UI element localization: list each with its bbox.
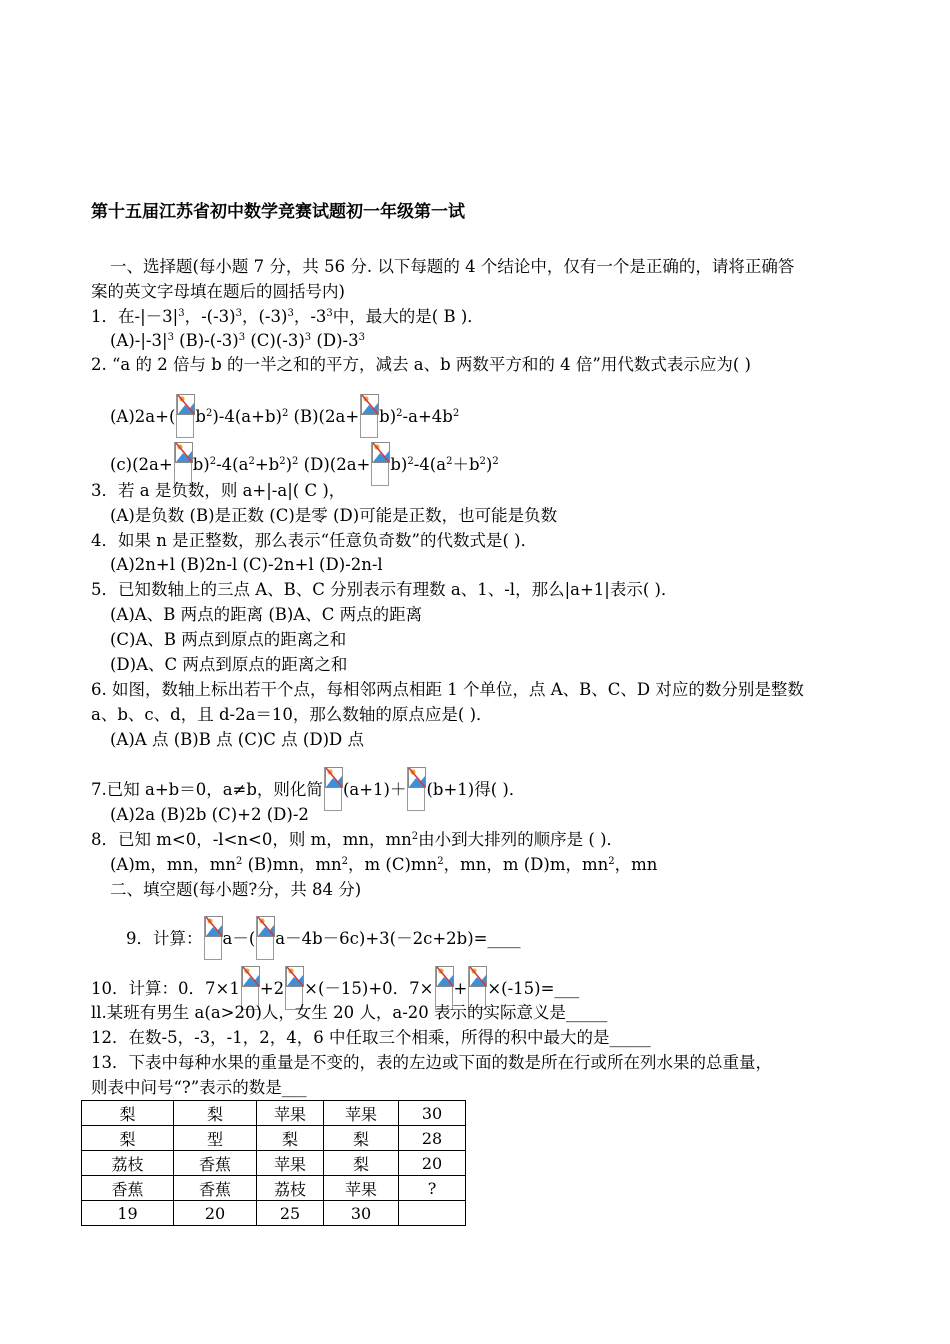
table-cell: 梨	[324, 1126, 399, 1151]
table-cell: 梨	[82, 1101, 174, 1126]
question-6-line2: a、b、c、d，且 d-2a＝10，那么数轴的原点应是( )．	[91, 705, 493, 724]
table-cell: 苹果	[324, 1176, 399, 1201]
table-row	[82, 1151, 466, 1176]
table-cell: 30	[399, 1101, 466, 1126]
broken-image-glyph	[325, 767, 343, 789]
question-5: 5．已知数轴上的三点 A、B、C 分别表示有理数 a、1、-l，那么|a+1|表示( )．	[91, 580, 678, 599]
question-2: 2. “a 的 2 倍与 b 的一半之和的平方，减去 a、b 两数平方和的 4 倍”用代数式表示应为( )	[91, 355, 751, 374]
question-7-options: (A)2a (B)2b (C)+2 (D)-2	[110, 805, 309, 824]
table-cell: 梨	[82, 1126, 174, 1151]
table-cell: 20	[399, 1151, 466, 1176]
table-cell: 28	[399, 1126, 466, 1151]
question-5-options-ab: (A)A、B 两点的距离 (B)A、C 两点的距离	[110, 605, 423, 624]
table-cell: 香蕉	[174, 1151, 257, 1176]
question-6-options: (A)A 点 (B)B 点 (C)C 点 (D)D 点	[110, 730, 365, 749]
table-cell: 苹果	[324, 1101, 399, 1126]
broken-image-icon	[371, 442, 389, 486]
question-7: 7.已知 a+b＝0，a≠b，则化简 (a+1)＋ (b+1)得( )．	[91, 767, 525, 811]
broken-image-icon	[324, 767, 342, 811]
table-cell: 苹果	[257, 1101, 324, 1126]
broken-image-glyph	[286, 966, 304, 988]
question-1: 1．在$-|-3|^3$，$-(-3)^3$，$(-3)^3$，$-3^3$中，最大的是( B )．	[91, 307, 484, 326]
question-9: 9．计算： a－( a－4b－6c)+3(－2c+2b)=____	[126, 916, 521, 960]
question-4: 4．如果 n 是正整数，那么表示“任意负奇数”的代数式是( )．	[91, 531, 538, 550]
section2-heading: 二、填空题(每小题?分，共 84 分)	[110, 880, 362, 899]
broken-image-glyph	[361, 394, 379, 416]
table-row	[82, 1176, 466, 1201]
question-13-line2: 则表中问号“?”表示的数是___	[91, 1078, 307, 1097]
question-2-options-ab: (A)2a+( $b^2)-4(a+b)^2$ (B)(2a+ $b)^2-a+4b^2$	[110, 394, 459, 438]
table-cell: 香蕉	[174, 1176, 257, 1201]
broken-image-glyph	[177, 394, 195, 416]
question-3: 3．若 a 是负数，则 a+|-a|( C )，	[91, 481, 346, 500]
broken-image-glyph	[469, 966, 487, 988]
section1-line1: 一、选择题(每小题 7 分，共 56 分. 以下每题的 4 个结论中，仅有一个是正确的，请将正确答	[110, 257, 795, 276]
table-cell: 30	[324, 1201, 399, 1226]
table-cell: 型	[174, 1126, 257, 1151]
table-cell: 梨	[257, 1126, 324, 1151]
table-row	[82, 1101, 466, 1126]
question-4-options: (A)2n+l (B)2n-l (C)-2n+l (D)-2n-l	[110, 555, 383, 574]
question-2-options-cd: (c)(2a+ $b)^2-4(a^2+b^2)^2$ (D)(2a+ $b)^2-4(a^2+b^2)^2$	[110, 442, 499, 486]
question-12: 12．在数-5，-3，-1，2，4，6 中任取三个相乘，所得的积中最大的是_____	[91, 1028, 651, 1047]
section1-line2: 案的英文字母填在题后的圆括号内)	[91, 282, 345, 301]
broken-image-icon	[360, 394, 378, 438]
table-cell: 梨	[174, 1101, 257, 1126]
question-11: ll.某班有男生 a(a>20)人，女生 20 人，a-20 表示的实际意义是_____	[91, 1003, 608, 1022]
table-cell: ?	[399, 1176, 466, 1201]
broken-image-glyph	[242, 966, 260, 988]
broken-image-glyph	[257, 916, 275, 938]
broken-image-glyph	[175, 442, 193, 464]
question-3-options: (A)是负数 (B)是正数 (C)是零 (D)可能是正数，也可能是负数	[110, 506, 558, 525]
broken-image-glyph	[408, 767, 426, 789]
question-6-line1: 6. 如图，数轴上标出若干个点，每相邻两点相距 1 个单位，点 A、B、C、D 对应的数分别是整数	[91, 680, 804, 699]
table-cell: 19	[82, 1201, 174, 1226]
table-row	[82, 1126, 466, 1151]
question-1-options: $(A)-|-3|^3$ $(B)-(-3)^3$ $(C)(-3)^3$ $(D)-3^3$	[110, 331, 365, 350]
broken-image-glyph	[205, 916, 223, 938]
broken-image-icon	[256, 916, 274, 960]
table-cell: 梨	[324, 1151, 399, 1176]
question-13-line1: 13．下表中每种水果的重量是不变的，表的左边或下面的数是所在行或所在列水果的总重量，	[91, 1053, 772, 1072]
table-cell: 荔枝	[82, 1151, 174, 1176]
fruit-weight-table	[81, 1100, 466, 1226]
table-cell: 荔枝	[257, 1176, 324, 1201]
question-8: 8．已知 m<0，-l<n<0，则 m，mn，$mn^2$由小到大排列的顺序是 ( )．	[91, 830, 624, 849]
broken-image-icon	[176, 394, 194, 438]
broken-image-glyph	[372, 442, 390, 464]
broken-image-icon	[407, 767, 425, 811]
table-cell: 苹果	[257, 1151, 324, 1176]
broken-image-icon	[204, 916, 222, 960]
table-cell: 香蕉	[82, 1176, 174, 1201]
table-row	[82, 1201, 466, 1226]
question-8-options: (A)m，mn，$mn^2$ (B)mn，$mn^2$，m $(C)mn^2$，mn，m (D)m，$mn^2$，mn	[110, 855, 658, 874]
table-cell: 20	[174, 1201, 257, 1226]
broken-image-glyph	[436, 966, 454, 988]
page-title: 第十五届江苏省初中数学竞赛试题初一年级第一试	[91, 202, 465, 222]
question-5-option-c: (C)A、B 两点到原点的距离之和	[110, 630, 347, 649]
question-10: 10．计算：0．7×1 +2 ×(－15)+0．7× + ×(-15)=___	[91, 966, 579, 1010]
question-5-option-d: (D)A、C 两点到原点的距离之和	[110, 655, 348, 674]
table-cell: 25	[257, 1201, 324, 1226]
table-cell	[399, 1201, 466, 1226]
